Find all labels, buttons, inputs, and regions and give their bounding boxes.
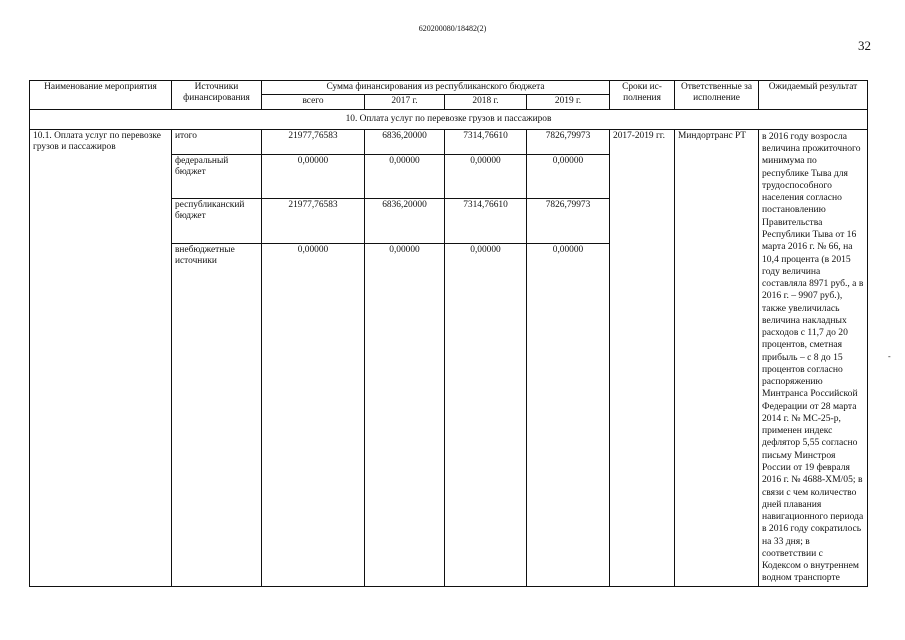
header-total: всего <box>262 95 365 109</box>
year-2019-cell: 7826,79973 <box>527 129 610 154</box>
source-cell: республиканский бюджет <box>172 199 262 244</box>
measure-result: в 2016 году возросла величина прожиточного минимума по республике Тыва для трудоспособного населения согласно постановлению Правительства Республики Тыва от 16 марта 2016 г. № 66, на 10,4 процента (в 2015 году величина составляла 8971 руб., а в 2016 г. – 9907 руб.), также увеличилась величина накладных расходов с 11,7 до 20 процентов, сметная прибыль – с 8 до 15 процентов согласно распоряжению Минтранса Российской Федерации от 28 марта 2014 г. № МС-25-р, применен индекс дефлятор 5,55 согласно письму Минстроя России от 19 февраля 2016 г. № 4688-ХМ/05; в связи с чем количество дней плавания навигационного периода в 2016 году сократилось на 33 дня; в соответствии с Кодексом о внутреннем водном транспорте <box>759 129 868 586</box>
source-cell: внебюджетные источники <box>172 243 262 586</box>
year-2019-cell: 0,00000 <box>527 154 610 198</box>
source-cell: итого <box>172 129 262 154</box>
total-cell: 21977,76583 <box>262 129 365 154</box>
document-id: 620200080/18482(2) <box>418 24 487 33</box>
header-sum-title: Сумма финансирования из республиканского бюджета <box>262 81 610 95</box>
total-cell: 0,00000 <box>262 154 365 198</box>
measure-terms: 2017-2019 гг. <box>610 129 675 586</box>
year-2018-cell: 0,00000 <box>445 154 527 198</box>
measure-name: 10.1. Оплата услуг по перевозке грузов и пассажиров <box>30 129 172 586</box>
year-2018-cell: 7314,76610 <box>445 199 527 244</box>
header-terms: Сроки ис-полнения <box>610 81 675 110</box>
financing-table <box>29 80 868 587</box>
margin-mark: - <box>888 352 891 361</box>
header-name: Наименование мероприятия <box>30 81 172 110</box>
year-2019-cell: 0,00000 <box>527 243 610 586</box>
year-2019-cell: 7826,79973 <box>527 199 610 244</box>
page-number: 32 <box>858 38 871 53</box>
header-sources: Источники финансирования <box>172 81 262 110</box>
table-row <box>30 129 868 154</box>
header-responsible: Ответственные за исполнение <box>675 81 759 110</box>
header-2017: 2017 г. <box>365 95 445 109</box>
year-2017-cell: 0,00000 <box>365 154 445 198</box>
header-2018: 2018 г. <box>445 95 527 109</box>
header-2019: 2019 г. <box>527 95 610 109</box>
source-cell: федеральный бюджет <box>172 154 262 198</box>
section-row <box>30 109 868 129</box>
total-cell: 21977,76583 <box>262 199 365 244</box>
total-cell: 0,00000 <box>262 243 365 586</box>
section-title: 10. Оплата услуг по перевозке грузов и пассажиров <box>30 109 868 129</box>
year-2018-cell: 0,00000 <box>445 243 527 586</box>
year-2017-cell: 6836,20000 <box>365 129 445 154</box>
header-row-1 <box>30 81 868 95</box>
year-2017-cell: 6836,20000 <box>365 199 445 244</box>
measure-responsible: Миндортранс РТ <box>675 129 759 586</box>
year-2017-cell: 0,00000 <box>365 243 445 586</box>
year-2018-cell: 7314,76610 <box>445 129 527 154</box>
header-result: Ожидаемый результат <box>759 81 868 110</box>
